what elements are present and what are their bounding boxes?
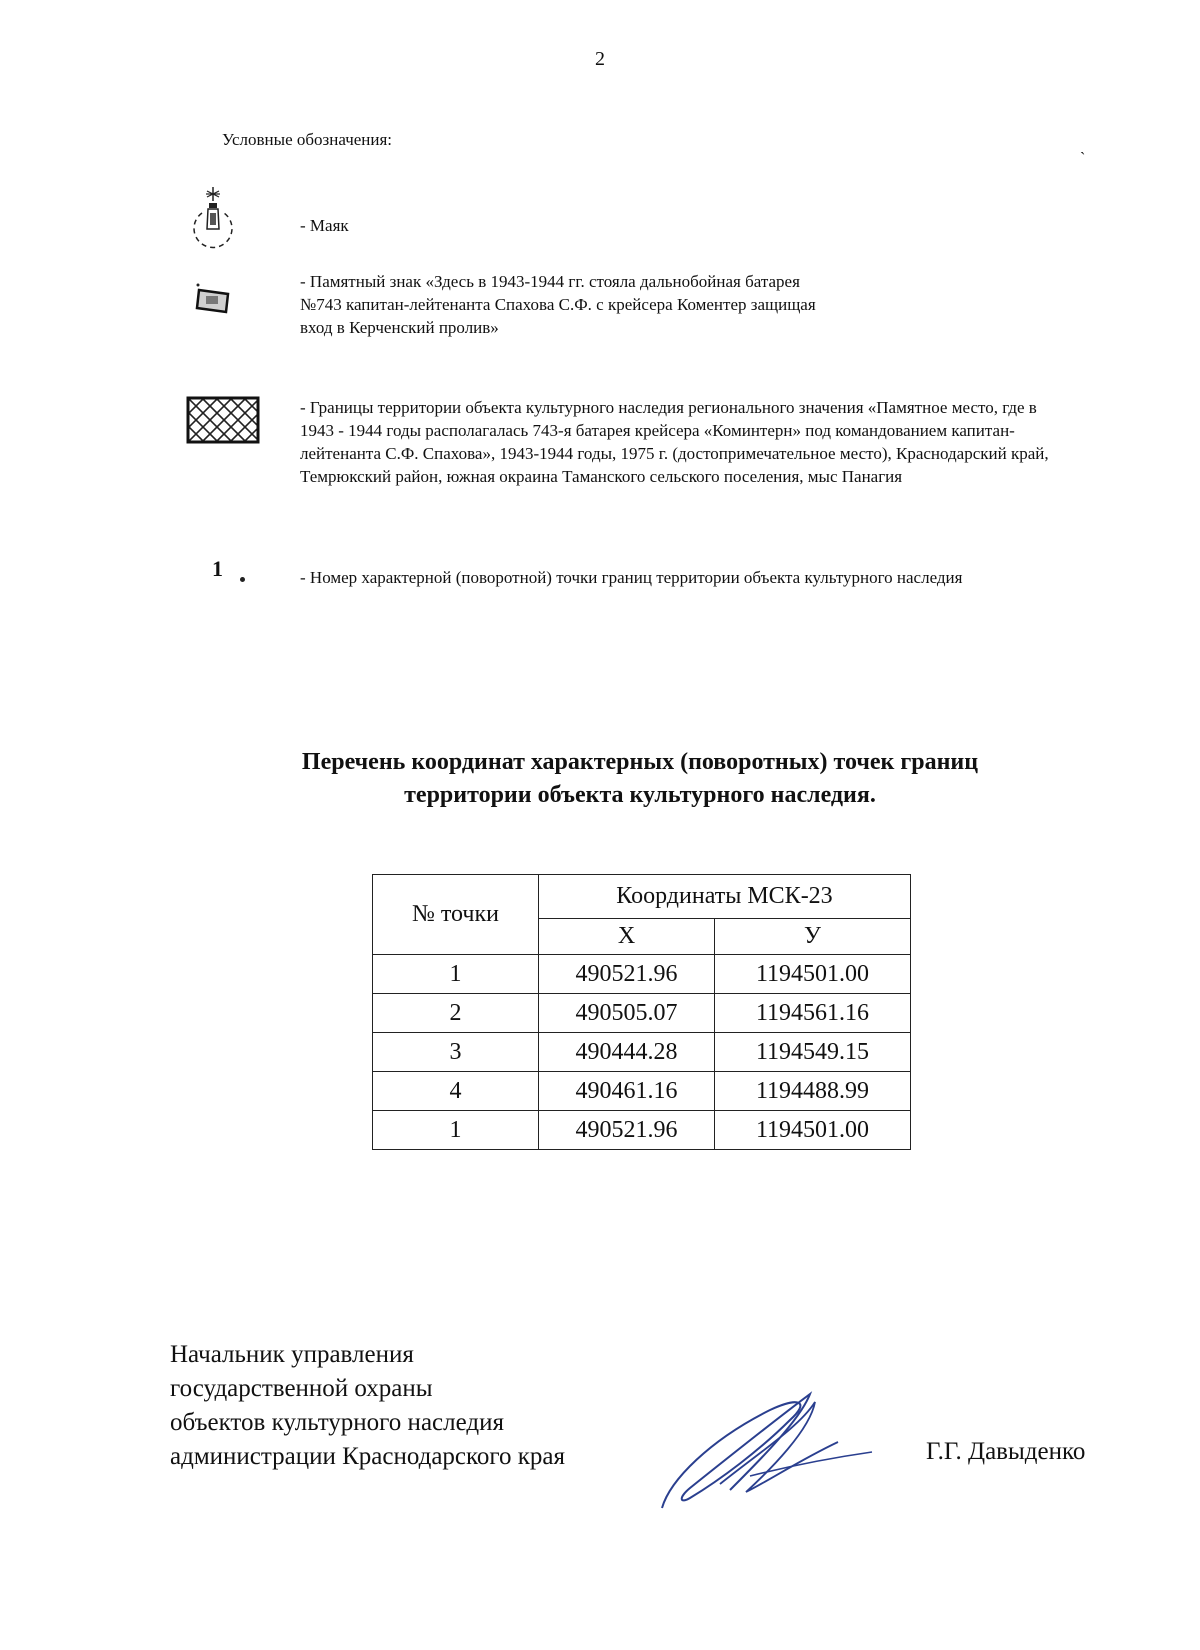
coordinates-section-title [150, 746, 1130, 812]
section-title-line-1: Перечень координат характерных (поворотных) точек границ [301, 749, 979, 775]
lighthouse-icon [188, 185, 238, 253]
position-line: объектов культурного наследия [170, 1409, 504, 1436]
cell-point: 1 [373, 1111, 539, 1150]
table-row [373, 1072, 911, 1111]
table-row [373, 994, 911, 1033]
legend-item-lighthouse: - Маяк [300, 216, 349, 235]
table-row [373, 1111, 911, 1150]
stray-mark: ` [1080, 150, 1086, 167]
legend-item-memorial-sign: - Памятный знак «Здесь в 1943-1944 гг. стояла дальнобойная батарея №743 капитан-лейтенанта Спахова С.Ф. с крейсера Коментер защищая вход в Керченский пролив» [300, 272, 816, 337]
memorial-sign-icon [194, 282, 234, 316]
cell-y: 1194501.00 [715, 955, 911, 994]
cell-point: 2 [373, 994, 539, 1033]
header-point-number: № точки [373, 875, 539, 955]
coordinates-table [372, 874, 911, 1150]
legend-item-point-number: - Номер характерной (поворотной) точки границ территории объекта культурного наследия [300, 568, 963, 587]
section-title-line-2: территории объекта культурного наследия. [404, 782, 876, 808]
table-row [373, 1033, 911, 1072]
page-number: 2 [595, 48, 605, 70]
cell-y: 1194488.99 [715, 1072, 911, 1111]
signer-name: Г.Г. Давыденко [926, 1438, 1086, 1465]
table-row [373, 955, 911, 994]
position-line: администрации Краснодарского края [170, 1443, 566, 1470]
position-line: государственной охраны [170, 1375, 433, 1402]
cell-x: 490521.96 [539, 1111, 715, 1150]
cell-x: 490444.28 [539, 1033, 715, 1072]
signature-position [170, 1338, 565, 1474]
header-y: У [715, 919, 911, 955]
cell-x: 490505.07 [539, 994, 715, 1033]
header-coordinates-group: Координаты МСК-23 [539, 875, 911, 919]
handwritten-signature [650, 1380, 880, 1520]
cell-point: 1 [373, 955, 539, 994]
cell-x: 490461.16 [539, 1072, 715, 1111]
cell-y: 1194549.15 [715, 1033, 911, 1072]
cell-y: 1194561.16 [715, 994, 911, 1033]
cell-point: 4 [373, 1072, 539, 1111]
boundary-hatch-icon [186, 396, 260, 444]
cell-y: 1194501.00 [715, 1111, 911, 1150]
point-marker-label: 1 [212, 556, 223, 581]
header-x: Х [539, 919, 715, 955]
point-marker-icon [240, 577, 245, 582]
cell-x: 490521.96 [539, 955, 715, 994]
cell-point: 3 [373, 1033, 539, 1072]
legend-title: Условные обозначения: [222, 130, 393, 149]
legend-item-boundary: - Границы территории объекта культурного наследия регионального значения «Памятное место, где в 1943 - 1944 годы располагалась 743-я батарея крейсера «Коминтерн» под командованием капитан-лейтенанта С.Ф. Спахова», 1943-1944 годы, 1975 г. (достопримечательное место), Краснодарский край, Темрюкский район, южная окраина Таманского сельского поселения, мыс Панагия [300, 398, 1049, 486]
position-line: Начальник управления [170, 1341, 414, 1368]
